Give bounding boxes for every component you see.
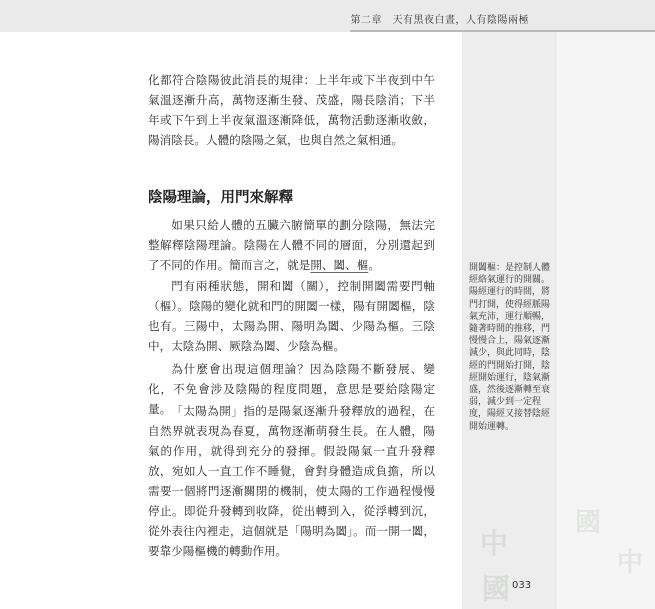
paragraph-text: 如果只給人體的五臟六腑簡單的劃分陰陽，無法完整解釋陰陽理論。陰陽在人體不同的層面，分別還起到了不同的作用。簡而言之，就是 bbox=[148, 218, 435, 272]
paragraph: 為什麼會出現這個理論？因為陰陽不斷發展、變化，不免會涉及陰陽的程度問題，意思是要給陰陽定量。 bbox=[148, 362, 435, 416]
side-note: 開闔樞：是控制人體經絡氣運行的開關。陽經運行的時間，將門打開，使得經脈陽氣充沛，運行順暢，隨著時間的推移，門慢慢合上，陽氣逐漸減少，與此同時，陰經的門開始打開，陰經開始運行，陰氣漸盛，然後逐漸轉至衰弱，減少到一定程度，陽經又接替陰經開始運轉。 bbox=[469, 263, 551, 432]
paragraph bbox=[148, 215, 435, 275]
watermark-character: 國 bbox=[575, 508, 602, 538]
right-margin-strip bbox=[557, 32, 655, 609]
watermark-character: 中 bbox=[617, 548, 644, 578]
header-bar bbox=[0, 0, 655, 32]
paragraph: 「太陽為開」指的是陽氣逐漸升發釋放的過程，在自然界就表現為春夏，萬物逐漸萌發生長。在人體，陽氣的作用，就得到充分的發揮。假設陽氣一直升發釋放，宛如人一直工作不睡覺，會對身體造成負擔，所以需要一個將門逐漸關閉的機制，使太陽的工作過程慢慢停止。即從升發轉到收降，從出轉到入，從浮轉到沉，從外表往內裡走，這個就是「陽明為闔」。而一開一闔，要靠少陽樞機的轉動作用。 bbox=[148, 404, 435, 558]
key-term: 開、闔、樞 bbox=[310, 258, 369, 272]
paragraph-end: 。 bbox=[368, 258, 380, 272]
paragraph: 門有兩種狀態，開和闔（關），控制開闔需要門軸（樞）。陰陽的變化就和門的開闔一樣，陽有開闔樞，陰也有。三陽中，太陽為開、陽明為闔、少陽為樞。三陰中，太陰為開、厥陰為闔、少陰為樞。 bbox=[148, 279, 435, 353]
section-heading: 陰陽理論，用門來解釋 bbox=[148, 190, 293, 206]
paragraph: 化都符合陰陽彼此消長的規律：上半年或下半夜到中午氣溫逐漸升高，萬物逐漸生發、茂盛，陽長陰消；下半年或下午到上半夜氣溫逐漸降低，萬物活動逐漸收斂，陽消陰長。人體的陰陽之氣，也與自然之氣相通。 bbox=[148, 73, 435, 147]
running-header-title: 第二章 天有黑夜白晝，人有陰陽兩極 bbox=[350, 15, 529, 26]
watermark-character: 國 bbox=[482, 572, 511, 605]
page-number: 033 bbox=[512, 580, 532, 591]
watermark-character: 中 bbox=[480, 527, 509, 560]
